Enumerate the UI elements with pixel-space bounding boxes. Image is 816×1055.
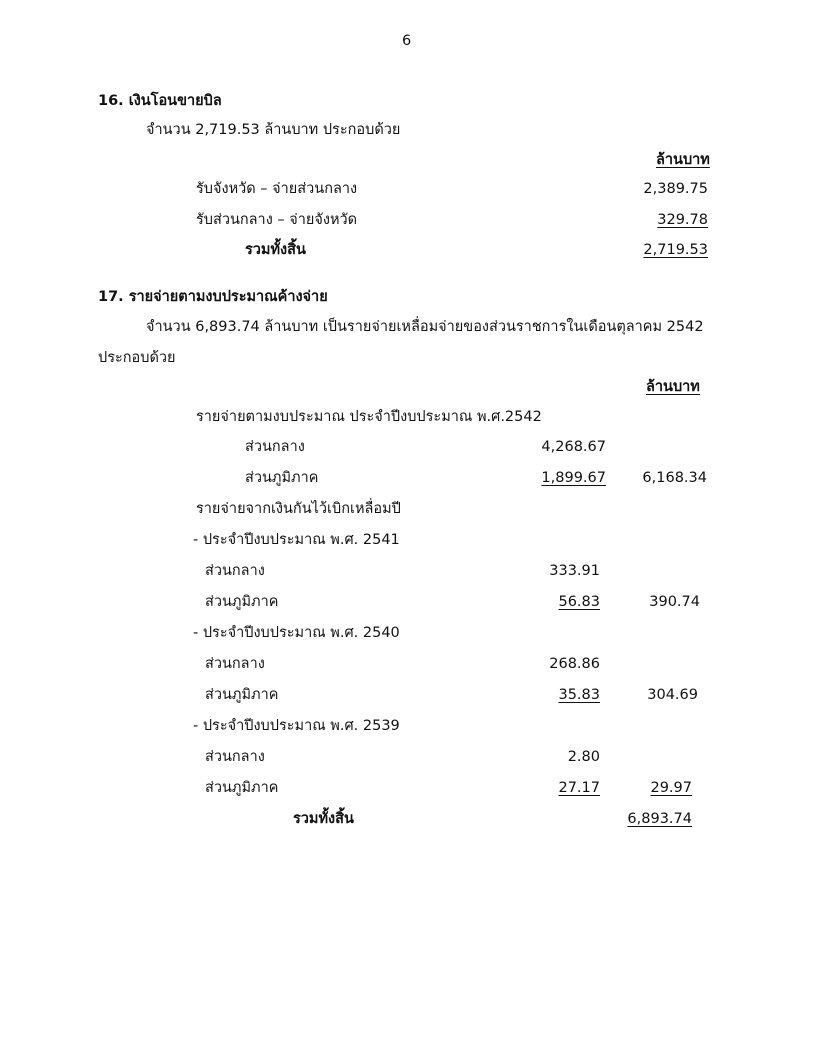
year-central-label: ส่วนกลาง [205, 563, 265, 579]
year-regional-amount: 56.83 [558, 594, 600, 610]
page-number: 6 [402, 33, 412, 49]
year-central-amount: 333.91 [549, 563, 600, 579]
section17-total-label: รวมทั้งสิ้น [293, 811, 354, 827]
section16-total-label: รวมทั้งสิ้น [245, 242, 306, 258]
year-title: - ประจำปีงบประมาณ พ.ศ. 2540 [193, 625, 400, 641]
budget-central-amount: 4,268.67 [541, 439, 606, 455]
section16-row-label: รับส่วนกลาง – จ่ายจังหวัด [196, 212, 358, 228]
reserve-title: รายจ่ายจากเงินกันไว้เบิกเหลื่อมปี [196, 501, 401, 517]
year-title: - ประจำปีงบประมาณ พ.ศ. 2541 [193, 532, 400, 548]
year-central-label: ส่วนกลาง [205, 749, 265, 765]
budget-regional-amount: 1,899.67 [541, 470, 606, 486]
year-regional-label: ส่วนภูมิภาค [205, 687, 279, 703]
section17-heading: 17. รายจ่ายตามงบประมาณค้างจ่าย [98, 289, 328, 305]
year-regional-label: ส่วนภูมิภาค [205, 780, 279, 796]
section17-intro-line1: จำนวน 6,893.74 ล้านบาท เป็นรายจ่ายเหลื่อมจ่ายของส่วนราชการในเดือนตุลาคม 2542 [146, 319, 704, 335]
section16-total-amount: 2,719.53 [643, 242, 708, 258]
budget-subtotal: 6,168.34 [642, 470, 707, 486]
year-subtotal: 29.97 [650, 780, 692, 796]
budget-title: รายจ่ายตามงบประมาณ ประจำปีงบประมาณ พ.ศ.2542 [196, 409, 542, 425]
section16-intro: จำนวน 2,719.53 ล้านบาท ประกอบด้วย [146, 122, 401, 138]
section16-row-label: รับจังหวัด – จ่ายส่วนกลาง [196, 181, 358, 197]
section16-row-amount: 2,389.75 [643, 181, 708, 197]
section16-row-amount: 329.78 [657, 212, 708, 228]
budget-regional-label: ส่วนภูมิภาค [245, 470, 319, 486]
year-central-label: ส่วนกลาง [205, 656, 265, 672]
year-regional-amount: 35.83 [558, 687, 600, 703]
section16-unit-header: ล้านบาท [656, 152, 710, 168]
year-central-amount: 268.86 [549, 656, 600, 672]
section17-intro-line2: ประกอบด้วย [98, 350, 176, 366]
year-central-amount: 2.80 [567, 749, 600, 765]
year-subtotal: 390.74 [649, 594, 700, 610]
section17-total-amount: 6,893.74 [627, 811, 692, 827]
year-regional-amount: 27.17 [558, 780, 600, 796]
section17-unit-header: ล้านบาท [646, 379, 700, 395]
year-title: - ประจำปีงบประมาณ พ.ศ. 2539 [193, 718, 400, 734]
section16-heading: 16. เงินโอนขายบิล [98, 93, 222, 109]
budget-central-label: ส่วนกลาง [245, 439, 305, 455]
year-regional-label: ส่วนภูมิภาค [205, 594, 279, 610]
year-subtotal: 304.69 [647, 687, 698, 703]
